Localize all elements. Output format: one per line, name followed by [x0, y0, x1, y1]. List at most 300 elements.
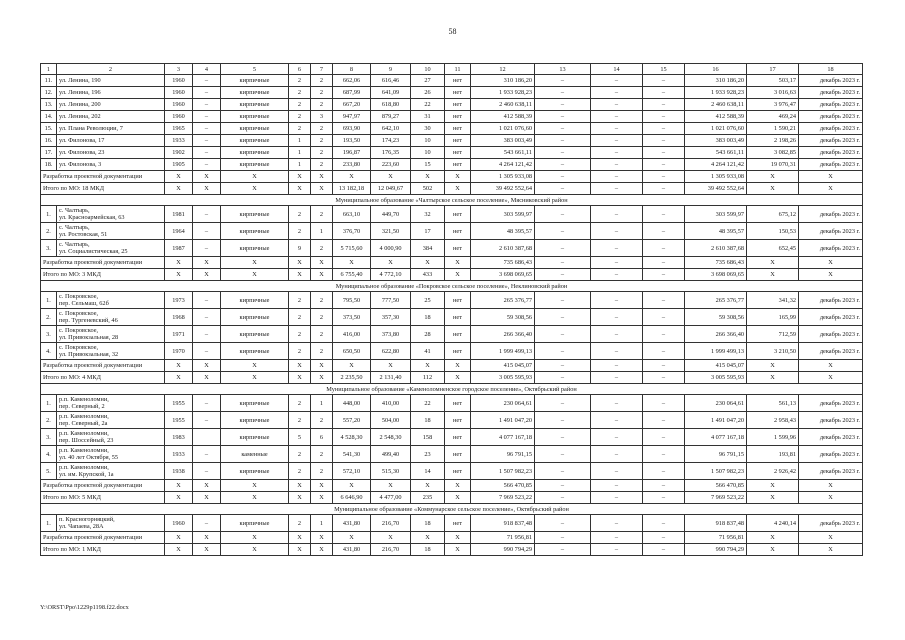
table-cell: 2 — [311, 99, 333, 111]
table-cell: X — [221, 480, 289, 492]
table-cell: X — [165, 360, 193, 372]
table-cell: – — [591, 147, 643, 159]
table-cell: нет — [445, 111, 471, 123]
table-cell: X — [799, 360, 863, 372]
table-cell: – — [193, 159, 221, 171]
table-cell: 541,30 — [333, 446, 371, 463]
table-cell: 193,50 — [333, 135, 371, 147]
table-cell: 1 590,21 — [747, 123, 799, 135]
table-cell: 918 837,48 — [471, 515, 535, 532]
table-cell: кирпичные — [221, 240, 289, 257]
table-cell: декабрь 2023 г. — [799, 463, 863, 480]
table-cell: – — [591, 87, 643, 99]
header-cell: 4 — [193, 64, 221, 75]
table-cell: 59 308,56 — [471, 309, 535, 326]
table-cell: 1965 — [165, 123, 193, 135]
table-cell: с. Покровское, пер. Тургеневский, 46 — [57, 309, 165, 326]
table-cell: 2 926,42 — [747, 463, 799, 480]
table-cell: X — [747, 171, 799, 183]
table-cell: 266 366,40 — [685, 326, 747, 343]
table-cell: 622,80 — [371, 343, 411, 360]
table-cell: декабрь 2023 г. — [799, 99, 863, 111]
table-cell: – — [535, 135, 591, 147]
table-cell: X — [165, 532, 193, 544]
table-cell: – — [591, 309, 643, 326]
table-cell: – — [193, 147, 221, 159]
table-cell: – — [591, 544, 643, 556]
table-cell: X — [289, 372, 311, 384]
table-cell: X — [221, 183, 289, 195]
table-cell: 2 548,30 — [371, 429, 411, 446]
table-cell: 2 235,50 — [333, 372, 371, 384]
table-cell: 2 — [289, 292, 311, 309]
table-row — [41, 111, 863, 123]
table-cell: 4 264 121,42 — [685, 159, 747, 171]
table-cell: – — [591, 240, 643, 257]
table-cell: 165,99 — [747, 309, 799, 326]
table-cell: – — [643, 240, 685, 257]
table-cell: – — [535, 480, 591, 492]
table-row — [41, 412, 863, 429]
table-cell: – — [591, 257, 643, 269]
table-cell: кирпичные — [221, 87, 289, 99]
table-cell: X — [371, 360, 411, 372]
table-cell: X — [333, 171, 371, 183]
table-cell: кирпичные — [221, 111, 289, 123]
table-cell: 1960 — [165, 515, 193, 532]
table-cell: – — [591, 395, 643, 412]
table-cell: Итого по МО: 5 МКД — [41, 492, 165, 504]
table-cell: 17. — [41, 147, 57, 159]
table-cell: 1973 — [165, 292, 193, 309]
table-cell: X — [411, 480, 445, 492]
table-cell: – — [193, 206, 221, 223]
table-cell: 2. — [41, 309, 57, 326]
table-cell: X — [333, 532, 371, 544]
table-cell: X — [311, 257, 333, 269]
table-row — [41, 429, 863, 446]
table-cell: 13. — [41, 99, 57, 111]
table-cell: нет — [445, 292, 471, 309]
table-cell: 1971 — [165, 326, 193, 343]
table-cell: декабрь 2023 г. — [799, 309, 863, 326]
table-cell: 4 528,30 — [333, 429, 371, 446]
total-row — [41, 544, 863, 556]
table-cell: 174,23 — [371, 135, 411, 147]
table-cell: X — [445, 480, 471, 492]
table-row — [41, 343, 863, 360]
table-cell: нет — [445, 135, 471, 147]
table-cell: р.п. Каменоломни, пер. Северный, 2а — [57, 412, 165, 429]
table-cell: декабрь 2023 г. — [799, 292, 863, 309]
table-cell: – — [591, 412, 643, 429]
table-cell: – — [591, 111, 643, 123]
table-cell: 25 — [411, 292, 445, 309]
table-cell: 1 507 982,23 — [471, 463, 535, 480]
table-row — [41, 292, 863, 309]
table-cell: X — [221, 372, 289, 384]
table-cell: декабрь 2023 г. — [799, 223, 863, 240]
table-cell: – — [535, 111, 591, 123]
table-cell: – — [193, 446, 221, 463]
table-cell — [193, 429, 221, 446]
table-cell: 373,50 — [333, 309, 371, 326]
table-cell: – — [643, 171, 685, 183]
table-cell: 3 082,85 — [747, 147, 799, 159]
table-cell: 2 — [289, 206, 311, 223]
table-cell: 12. — [41, 87, 57, 99]
table-cell: 2 — [311, 463, 333, 480]
table-cell: 2 — [289, 111, 311, 123]
table-cell: 11. — [41, 75, 57, 87]
table-cell: 3 698 069,65 — [471, 269, 535, 281]
table-cell: 150,53 — [747, 223, 799, 240]
table-cell: декабрь 2023 г. — [799, 412, 863, 429]
table-row — [41, 123, 863, 135]
header-cell: 2 — [57, 64, 165, 75]
table-cell: X — [371, 257, 411, 269]
table-cell: 2 — [289, 326, 311, 343]
table-cell: 32 — [411, 206, 445, 223]
table-cell: нет — [445, 147, 471, 159]
table-cell: X — [193, 360, 221, 372]
table-cell: 1 507 982,23 — [685, 463, 747, 480]
table-cell: нет — [445, 75, 471, 87]
table-cell: с. Покровское, пер. Сельмаш, 62б — [57, 292, 165, 309]
table-cell: X — [193, 269, 221, 281]
table-cell: 2 — [289, 123, 311, 135]
table-cell: – — [535, 412, 591, 429]
table-cell: – — [591, 515, 643, 532]
table-cell: X — [311, 360, 333, 372]
table-cell: Итого по МО: 1 МКД — [41, 544, 165, 556]
table-cell: 1 933 928,23 — [685, 87, 747, 99]
table-cell: 1 — [311, 515, 333, 532]
table-cell: 41 — [411, 343, 445, 360]
table-cell: X — [289, 171, 311, 183]
table-cell: кирпичные — [221, 395, 289, 412]
table-cell: X — [445, 183, 471, 195]
table-cell: 4 477,00 — [371, 492, 411, 504]
table-cell: кирпичные — [221, 147, 289, 159]
table-cell: X — [193, 532, 221, 544]
table-cell: 3 — [311, 111, 333, 123]
table-row — [41, 75, 863, 87]
table-cell: X — [221, 532, 289, 544]
table-cell: – — [643, 292, 685, 309]
table-cell: 17 — [411, 223, 445, 240]
table-cell: 652,45 — [747, 240, 799, 257]
table-cell: X — [311, 372, 333, 384]
table-cell: 1960 — [165, 99, 193, 111]
table-cell: – — [193, 123, 221, 135]
table-cell: – — [193, 75, 221, 87]
table-cell: 499,40 — [371, 446, 411, 463]
table-cell: – — [535, 463, 591, 480]
table-cell: 469,24 — [747, 111, 799, 123]
table-cell: 4. — [41, 343, 57, 360]
table-cell: – — [643, 135, 685, 147]
design-docs-row — [41, 360, 863, 372]
table-cell: X — [165, 480, 193, 492]
table-cell: 1933 — [165, 446, 193, 463]
table-cell: 2 — [311, 309, 333, 326]
table-cell: X — [311, 532, 333, 544]
table-cell: X — [799, 544, 863, 556]
table-cell: 2 460 638,11 — [471, 99, 535, 111]
table-cell: 2 — [311, 147, 333, 159]
table-cell: – — [535, 372, 591, 384]
table-cell: – — [643, 343, 685, 360]
table-cell: – — [643, 99, 685, 111]
table-cell: нет — [445, 463, 471, 480]
table-cell: 23 — [411, 446, 445, 463]
table-cell: 216,70 — [371, 544, 411, 556]
table-cell: – — [193, 240, 221, 257]
table-cell: – — [591, 326, 643, 343]
section-title: Муниципальное образование «Покровское сельское поселение», Неклиновский район — [41, 281, 863, 292]
table-cell: 22 — [411, 99, 445, 111]
table-cell: – — [591, 480, 643, 492]
table-cell: 1 305 933,08 — [685, 171, 747, 183]
table-cell: 3 698 069,65 — [685, 269, 747, 281]
table-cell: нет — [445, 412, 471, 429]
table-cell: нет — [445, 240, 471, 257]
table-cell: X — [289, 269, 311, 281]
table-cell: X — [221, 360, 289, 372]
table-cell: 303 599,97 — [685, 206, 747, 223]
table-cell: 2 — [311, 87, 333, 99]
table-cell: 5. — [41, 463, 57, 480]
table-cell: X — [289, 544, 311, 556]
table-cell: нет — [445, 223, 471, 240]
table-cell: 1960 — [165, 75, 193, 87]
table-cell: X — [371, 532, 411, 544]
table-cell: 4 264 121,42 — [471, 159, 535, 171]
table-cell: нет — [445, 87, 471, 99]
table-cell: – — [193, 326, 221, 343]
table-cell: 2 — [311, 135, 333, 147]
design-docs-row — [41, 480, 863, 492]
table-cell: – — [535, 446, 591, 463]
table-cell: – — [643, 159, 685, 171]
table-cell: кирпичные — [221, 429, 289, 446]
table-cell: – — [591, 171, 643, 183]
table-cell: 572,10 — [333, 463, 371, 480]
table-cell: – — [643, 206, 685, 223]
table-cell: 10 — [411, 147, 445, 159]
table-cell: 233,80 — [333, 159, 371, 171]
table-cell: X — [289, 257, 311, 269]
table-cell: 4 077 167,18 — [685, 429, 747, 446]
section-row — [41, 195, 863, 206]
table-cell: 158 — [411, 429, 445, 446]
table-cell: – — [193, 135, 221, 147]
table-cell: – — [643, 480, 685, 492]
table-cell: 27 — [411, 75, 445, 87]
table-cell: X — [747, 480, 799, 492]
table-cell: 7 969 523,22 — [685, 492, 747, 504]
table-cell: – — [643, 360, 685, 372]
table-cell: X — [445, 257, 471, 269]
table-cell: 265 376,77 — [685, 292, 747, 309]
table-cell: X — [165, 269, 193, 281]
table-row — [41, 309, 863, 326]
table-cell: X — [411, 171, 445, 183]
table-cell: 1 — [311, 395, 333, 412]
table-cell: 39 492 552,64 — [685, 183, 747, 195]
design-docs-row — [41, 171, 863, 183]
table-cell: – — [535, 292, 591, 309]
table-cell: – — [535, 257, 591, 269]
table-cell: X — [193, 372, 221, 384]
table-cell: нет — [445, 206, 471, 223]
table-cell: 557,20 — [333, 412, 371, 429]
table-cell: X — [333, 257, 371, 269]
table-cell: X — [311, 492, 333, 504]
table-cell: 223,60 — [371, 159, 411, 171]
table-cell: 2 — [311, 75, 333, 87]
table-cell: X — [747, 532, 799, 544]
table-cell: 6 — [311, 429, 333, 446]
table-cell: 2 — [289, 223, 311, 240]
total-row — [41, 492, 863, 504]
table-cell: – — [591, 159, 643, 171]
table-cell: X — [165, 544, 193, 556]
header-cell: 3 — [165, 64, 193, 75]
table-cell: 196,87 — [333, 147, 371, 159]
table-cell: 1960 — [165, 111, 193, 123]
table-cell: – — [591, 183, 643, 195]
table-cell: 193,81 — [747, 446, 799, 463]
table-cell: X — [333, 360, 371, 372]
table-cell: 2. — [41, 223, 57, 240]
table-cell: 2 — [289, 309, 311, 326]
table-cell: 1964 — [165, 223, 193, 240]
section-title: Муниципальное образование «Коммунарское сельское поселение», Октябрьский район — [41, 504, 863, 515]
table-cell: 2. — [41, 412, 57, 429]
table-row — [41, 135, 863, 147]
table-cell: с. Чалтырь, ул. Социалистическая, 25 — [57, 240, 165, 257]
table-cell: – — [535, 123, 591, 135]
table-cell: 15. — [41, 123, 57, 135]
table-cell: 14 — [411, 463, 445, 480]
table-cell: нет — [445, 395, 471, 412]
header-cell: 11 — [445, 64, 471, 75]
table-cell: 12 049,67 — [371, 183, 411, 195]
table-cell: 321,50 — [371, 223, 411, 240]
table-cell: 2 — [289, 515, 311, 532]
table-cell: X — [445, 269, 471, 281]
table-cell: 4 077 167,18 — [471, 429, 535, 446]
table-cell: 663,10 — [333, 206, 371, 223]
table-cell: – — [535, 395, 591, 412]
table-cell: 990 794,29 — [685, 544, 747, 556]
table-cell: – — [591, 492, 643, 504]
table-cell: 1 — [289, 147, 311, 159]
table-cell: X — [747, 257, 799, 269]
table-cell: X — [747, 544, 799, 556]
table-cell: X — [165, 183, 193, 195]
table-cell: кирпичные — [221, 326, 289, 343]
table-cell: X — [289, 360, 311, 372]
table-cell: – — [643, 395, 685, 412]
table-cell: Итого по МО: 18 МКД — [41, 183, 165, 195]
table-cell: – — [535, 240, 591, 257]
header-cell: 10 — [411, 64, 445, 75]
table-cell: с. Чалтырь, ул. Красноармейская, 63 — [57, 206, 165, 223]
table-cell: X — [165, 171, 193, 183]
table-cell: – — [591, 446, 643, 463]
table-cell: 383 003,49 — [685, 135, 747, 147]
table-cell: – — [193, 99, 221, 111]
table-cell: Разработка проектной документации — [41, 257, 165, 269]
table-cell: X — [311, 171, 333, 183]
table-cell: ул. Филонова, 23 — [57, 147, 165, 159]
table-cell: X — [311, 183, 333, 195]
table-cell: X — [799, 269, 863, 281]
table-row — [41, 223, 863, 240]
table-cell: 310 186,20 — [471, 75, 535, 87]
table-cell: Разработка проектной документации — [41, 532, 165, 544]
table-cell: 18 — [411, 412, 445, 429]
table-cell: Итого по МО: 4 МКД — [41, 372, 165, 384]
table-cell: 2 — [311, 446, 333, 463]
header-cell: 16 — [685, 64, 747, 75]
table-cell: декабрь 2023 г. — [799, 123, 863, 135]
table-cell: – — [193, 309, 221, 326]
header-cell: 9 — [371, 64, 411, 75]
table-cell: 662,06 — [333, 75, 371, 87]
table-cell: X — [799, 171, 863, 183]
table-cell: 10 — [411, 135, 445, 147]
table-cell: 2 198,26 — [747, 135, 799, 147]
table-cell: Разработка проектной документации — [41, 171, 165, 183]
table-row — [41, 395, 863, 412]
table-cell: 266 366,40 — [471, 326, 535, 343]
table-cell: 1 305 933,08 — [471, 171, 535, 183]
table-cell: ул. Ленина, 190 — [57, 75, 165, 87]
total-row — [41, 269, 863, 281]
table-cell: – — [643, 183, 685, 195]
table-cell: 3 210,50 — [747, 343, 799, 360]
table-cell: р.п. Каменоломни, пер. Северный, 2 — [57, 395, 165, 412]
table-row — [41, 446, 863, 463]
table-cell: с. Чалтырь, ул. Ростовская, 51 — [57, 223, 165, 240]
table-cell: 687,99 — [333, 87, 371, 99]
table-cell: – — [535, 183, 591, 195]
table-cell: кирпичные — [221, 75, 289, 87]
table-cell: 1 — [311, 223, 333, 240]
table-cell: 712,59 — [747, 326, 799, 343]
table-cell: декабрь 2023 г. — [799, 111, 863, 123]
header-cell: 15 — [643, 64, 685, 75]
header-cell: 17 — [747, 64, 799, 75]
table-cell: X — [221, 171, 289, 183]
table-row — [41, 206, 863, 223]
table-cell: X — [371, 480, 411, 492]
table-cell: – — [193, 111, 221, 123]
table-cell: 3 976,47 — [747, 99, 799, 111]
table-row — [41, 515, 863, 532]
table-cell: 543 661,11 — [471, 147, 535, 159]
table-cell: – — [643, 492, 685, 504]
table-cell: 71 956,81 — [685, 532, 747, 544]
table-cell: – — [643, 75, 685, 87]
table-cell: 9 — [289, 240, 311, 257]
header-cell: 12 — [471, 64, 535, 75]
table-cell: 795,50 — [333, 292, 371, 309]
